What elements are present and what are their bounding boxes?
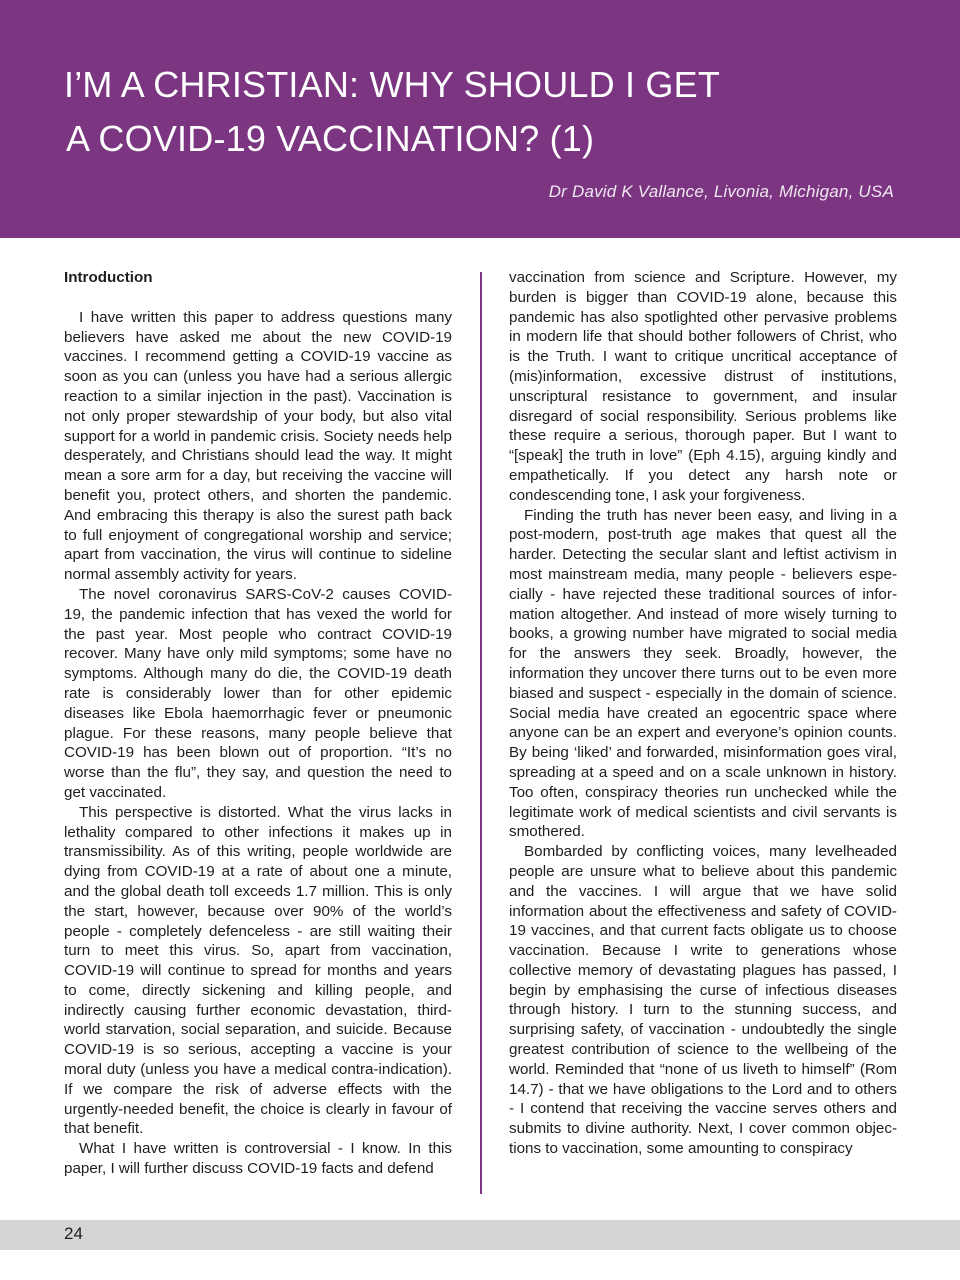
header-banner	[0, 0, 960, 238]
paragraph-continuation: vaccination from science and Scripture. However, my burden is bigger than COVID-19 alone, because this pandemic has also spotlighted other pervasive problems in modern life that should bother followers of Christ, who is the Truth. I want to critique uncritical acceptance of (mis)information, excessive distrust of institutions, unscriptural resistance to government, and insular disregard of social responsibility. Serious problems like these require a serious, thorough paper. But I want to “[speak] the truth in love” (Eph 4.15), arguing kindly and empathetically. If you detect any harsh note or condescending tone, I ask your forgiveness.	[509, 269, 897, 504]
paragraph: The novel coronavirus SARS-CoV-2 causes COVID-19, the pandemic infection that has vexed the world for the past year. Most people who contract COVID-19 recover. Many have only mild symptoms; some have no symptoms. Although many do die, the COVID-19 death rate is considerably lower than for other epidemic diseases like Ebola haemorrhagic fever or pneumonic plague. For these reasons, many people believe that COVID-19 has been blown out of proportion. “It’s no worse than the flu”, they say, and question the need to get vaccinated.	[64, 585, 452, 801]
author-byline: Dr David K Vallance, Livonia, Michigan, USA	[548, 182, 894, 201]
column-divider	[480, 272, 482, 1194]
paragraph: Bombarded by conflicting voices, many levelheaded people are unsure what to believe about this pandemic and the vaccines. I will argue that we have solid information about the effectiveness and safety of COVID-19 vaccines, and that current facts obligate us to choose vaccination. Because I write to generations whose collective memory of devastating plagues has passed, I begin by emphasising the curse of infectious diseases through history. I turn to the stunning success, and surprising safety, of vaccination - undoubtedly the single greatest contribution of science to the wellbeing of the world. Reminded that “none of us liveth to himself” (Rom 14.7) - that we have obligations to the Lord and to others - I contend that receiving the vaccine serves others and submits to divine authority. Next, I cover common objections to vaccination, some amounting to conspiracy	[509, 843, 897, 1158]
title-line-1: I’M A CHRISTIAN: WHY SHOULD I GET	[64, 64, 721, 105]
paragraph: What I have written is controversial - I know. In this paper, I will further discuss COVID-19 facts and defend	[64, 1140, 452, 1178]
page-number: 24	[64, 1224, 83, 1243]
title-line-2: A COVID-19 VACCINATION? (1)	[66, 118, 595, 159]
paragraph: Finding the truth has never been easy, and living in a post-modern, post-truth age makes that quest all the harder. Detecting the secular slant and leftist activism in most mainstream media, many people - believers especially - have rejected these traditional sources of information altogether. And instead of more wisely turning to books, a growing number have migrated to social media for the answers they seek. Broadly, however, the information they uncover there turns out to be even more biased and suspect - especially in the domain of science. Social media have created an egocentric space where anyone can be an expert and everyone’s opinion counts. By being ‘liked’ and forwarded, misinformation goes viral, spreading at a speed and on a scale unknown in history. Too often, conspiracy theories run unchecked while the legitimate work of medical scientists and civil servants is smothered.	[509, 506, 897, 841]
paragraph: This perspective is distorted. What the virus lacks in lethality compared to other infections it makes up in transmissibility. As of this writing, people worldwide are dying from COVID-19 at a rate of about one a minute, and the global death toll exceeds 1.7 million. This is only the start, however, because over 90% of the world’s people - completely defenceless - are still waiting their turn to meet this virus. So, apart from vaccination, COVID-19 will continue to spread for months and years to come, directly sickening and killing people, and indirectly causing further economic devastation, third-world starvation, social separation, and suicide. Because COVID-19 is so serious, accepting a vaccine is your moral duty (unless you have a medical contra-indication). If we compare the risk of adverse effects with the urgently-needed benefit, the choice is clearly in favour of that benefit.	[64, 803, 452, 1138]
right-column	[509, 268, 897, 1159]
paragraph: I have written this paper to address questions many believers have asked me about the new COVID-19 vaccines. I recommend getting a COVID-19 vaccine as soon as you can (unless you have had a serious allergic reaction to a similar injection in the past). Vaccination is not only proper stewardship of your body, but also vital support for a world in pandemic crisis. Society needs help desperately, and Christians should lead the way. It might mean a sore arm for a day, but receiving the vaccine will benefit you, protect others, and shorten the pandemic. And embracing this therapy is also the surest path back to full enjoyment of congregational worship and service; apart from vaccination, the virus will continue to sideline normal assembly activity for years.	[64, 308, 452, 584]
article-title	[64, 58, 904, 166]
section-heading: Introduction	[64, 269, 153, 286]
footer-bar	[0, 1220, 960, 1250]
left-column	[64, 268, 452, 1179]
